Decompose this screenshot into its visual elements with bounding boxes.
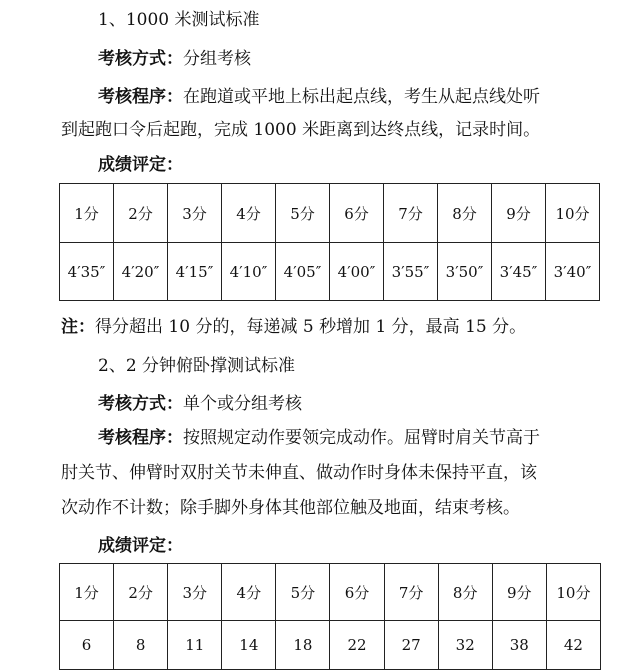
section1-procedure-line1: 在跑道或平地上标出起点线，考生从起点线处听 xyxy=(183,87,540,107)
table-header-cell: 4分 xyxy=(222,564,276,621)
table-row xyxy=(60,621,601,670)
table-header-row xyxy=(60,564,601,621)
section1-score-table xyxy=(59,183,600,301)
table-header-row xyxy=(60,184,600,243)
table-header-cell: 4分 xyxy=(222,184,276,243)
section1-procedure-line2: 到起跑口令后起跑，完成 1000 米距离到达终点线，记录时间。 xyxy=(61,120,541,140)
table-header-cell: 1分 xyxy=(60,184,114,243)
table-cell: 38 xyxy=(492,621,546,670)
table-cell: 42 xyxy=(546,621,600,670)
section2-procedure-line2: 肘关节、伸臂时双肘关节未伸直、做动作时身体未保持平直，该 xyxy=(61,463,537,483)
table-header-cell: 7分 xyxy=(384,564,438,621)
table-header-cell: 5分 xyxy=(276,564,330,621)
table-cell: 11 xyxy=(168,621,222,670)
section2-method-value: 单个或分组考核 xyxy=(183,394,302,414)
table-header-cell: 3分 xyxy=(168,184,222,243)
table-cell: 8 xyxy=(114,621,168,670)
section1-note xyxy=(61,315,526,339)
table-header-cell: 5分 xyxy=(276,184,330,243)
table-header-cell: 2分 xyxy=(114,564,168,621)
table-cell: 3′50″ xyxy=(438,243,492,301)
table-cell: 3′55″ xyxy=(384,243,438,301)
table-cell: 14 xyxy=(222,621,276,670)
section2-procedure-line1: 按照规定动作要领完成动作。屈臂时肩关节高于 xyxy=(183,428,540,448)
table-cell: 32 xyxy=(438,621,492,670)
section1-score-label: 成绩评定： xyxy=(98,155,183,175)
table-header-cell: 7分 xyxy=(384,184,438,243)
section2-method-label: 考核方式： xyxy=(98,394,183,414)
table-cell: 18 xyxy=(276,621,330,670)
table-header-cell: 3分 xyxy=(168,564,222,621)
table-cell: 4′15″ xyxy=(168,243,222,301)
table-cell: 3′45″ xyxy=(492,243,546,301)
table-cell: 4′20″ xyxy=(114,243,168,301)
section1-note-text: 得分超出 10 分的，每递减 5 秒增加 1 分，最高 15 分。 xyxy=(95,317,527,337)
section1-procedure-row xyxy=(98,85,540,109)
table-header-cell: 8分 xyxy=(438,184,492,243)
table-header-cell: 10分 xyxy=(546,184,600,243)
table-cell: 22 xyxy=(330,621,384,670)
table-cell: 4′00″ xyxy=(330,243,384,301)
section2-procedure-label: 考核程序： xyxy=(98,428,183,448)
table-header-cell: 8分 xyxy=(438,564,492,621)
section1-note-label: 注： xyxy=(61,317,95,337)
section1-procedure-label: 考核程序： xyxy=(98,87,183,107)
table-header-cell: 10分 xyxy=(546,564,600,621)
table-cell: 3′40″ xyxy=(546,243,600,301)
section2-procedure-line3: 次动作不计数；除手脚外身体其他部位触及地面，结束考核。 xyxy=(61,498,520,518)
section2-procedure-row xyxy=(98,426,540,450)
section2-method-row xyxy=(98,392,302,416)
table-row xyxy=(60,243,600,301)
table-cell: 4′35″ xyxy=(60,243,114,301)
table-cell: 4′05″ xyxy=(276,243,330,301)
table-header-cell: 9分 xyxy=(492,184,546,243)
table-header-cell: 2分 xyxy=(114,184,168,243)
section2-score-label: 成绩评定： xyxy=(98,536,183,556)
section1-method-row xyxy=(98,47,251,71)
section2-heading: 2、2 分钟俯卧撑测试标准 xyxy=(98,356,296,376)
section1-method-label: 考核方式： xyxy=(98,49,183,69)
table-cell: 27 xyxy=(384,621,438,670)
table-header-cell: 6分 xyxy=(330,184,384,243)
table-cell: 4′10″ xyxy=(222,243,276,301)
section1-method-value: 分组考核 xyxy=(183,49,251,69)
section1-heading: 1、1000 米测试标准 xyxy=(98,10,260,30)
section2-score-table xyxy=(59,563,601,670)
table-header-cell: 1分 xyxy=(60,564,114,621)
table-cell: 6 xyxy=(60,621,114,670)
table-header-cell: 6分 xyxy=(330,564,384,621)
table-header-cell: 9分 xyxy=(492,564,546,621)
